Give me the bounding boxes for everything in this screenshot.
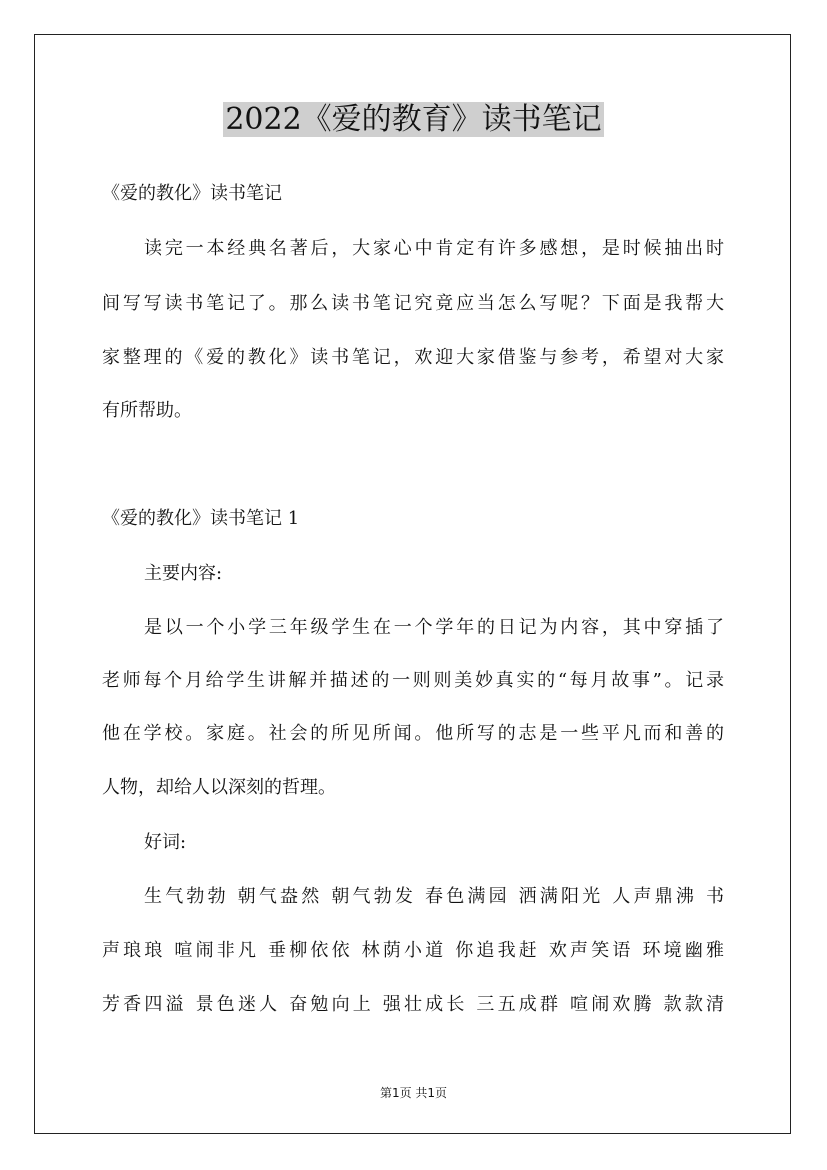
section-heading: 《爱的教化》读书笔记 1 bbox=[102, 508, 300, 529]
paragraph-line: 生气勃勃 朝气盎然 朝气勃发 春色满园 洒满阳光 人声鼎沸 书 bbox=[144, 886, 728, 907]
paragraph-line: 是以一个小学三年级学生在一个学年的日记为内容，其中穿插了 bbox=[144, 617, 727, 638]
section-heading: 《爱的教化》读书笔记 bbox=[102, 183, 282, 204]
paragraph-line: 好词: bbox=[144, 832, 187, 853]
page-footer: 第1页 共1页 bbox=[379, 1086, 448, 1100]
paragraph-line: 老师每个月给学生讲解并描述的一则则美妙真实的“每月故事”。记录 bbox=[102, 670, 727, 691]
paragraph-line: 他在学校。家庭。社会的所见所闻。他所写的志是一些平凡而和善的 bbox=[102, 723, 727, 744]
paragraph-line: 有所帮助。 bbox=[102, 400, 192, 421]
paragraph-line: 读完一本经典名著后，大家心中肯定有许多感想，是时候抽出时 bbox=[144, 238, 727, 259]
paragraph-line: 人物，却给人以深刻的哲理。 bbox=[102, 777, 336, 798]
document-title-block bbox=[0, 98, 827, 142]
document-title: 2022《爱的教育》读书笔记 bbox=[225, 102, 602, 137]
paragraph-line: 声琅琅 喧闹非凡 垂柳依依 林荫小道 你追我赶 欢声笑语 环境幽雅 bbox=[102, 940, 728, 961]
paragraph-line: 主要内容: bbox=[144, 563, 223, 584]
paragraph-line: 芳香四溢 景色迷人 奋勉向上 强壮成长 三五成群 喧闹欢腾 款款清 bbox=[102, 994, 728, 1015]
paragraph-line: 家整理的《爱的教化》读书笔记，欢迎大家借鉴与参考，希望对大家 bbox=[102, 347, 727, 368]
paragraph-line: 间写写读书笔记了。那么读书笔记究竟应当怎么写呢？下面是我帮大 bbox=[102, 293, 727, 314]
